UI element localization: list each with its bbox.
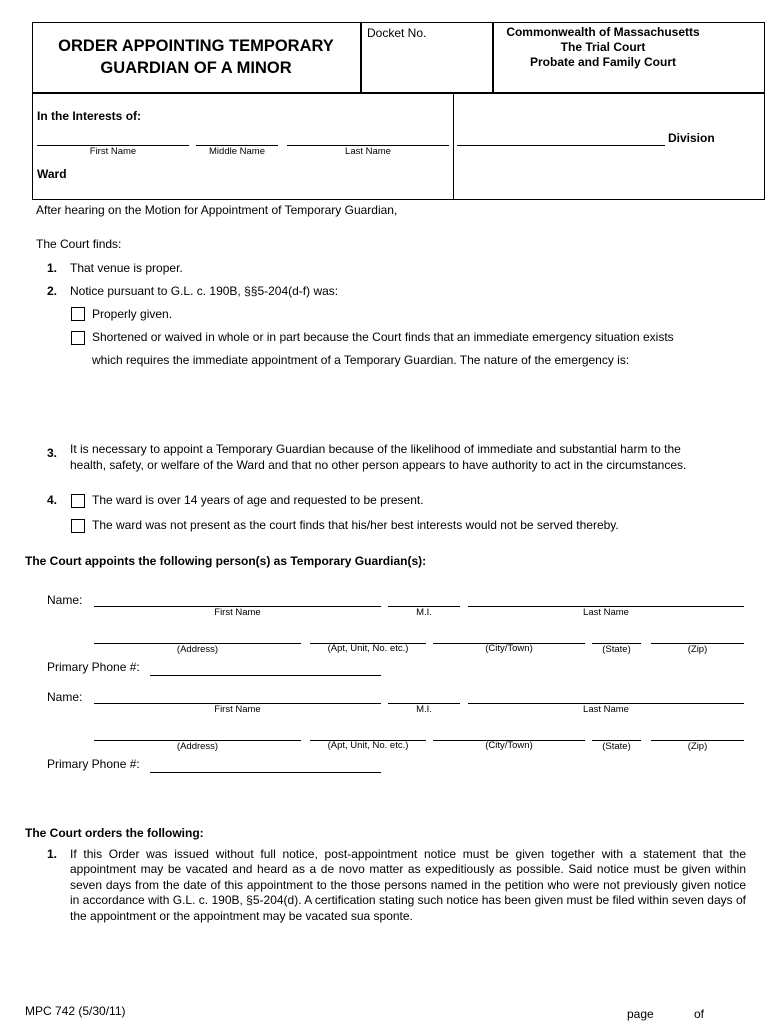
intro-text: After hearing on the Motion for Appointment of Temporary Guardian, bbox=[36, 203, 398, 217]
findings-heading: The Court finds: bbox=[36, 237, 122, 251]
guardian-1-phone-label: Primary Phone #: bbox=[47, 660, 140, 674]
shortened-waived-label-line1: Shortened or waived in whole or in part because the Court finds that an immediate emergency situation exists bbox=[92, 330, 674, 344]
ward-first-name-caption: First Name bbox=[89, 146, 137, 157]
finding-3-text-line1: It is necessary to appoint a Temporary Guardian because of the likelihood of immediate and substantial harm to the bbox=[70, 442, 681, 456]
form-title-line2: GUARDIAN OF A MINOR bbox=[100, 59, 292, 77]
guardian-2-address-caption: (Address) bbox=[176, 741, 219, 752]
court-name-line3: Probate and Family Court bbox=[529, 55, 677, 69]
finding-3-number: 3. bbox=[47, 446, 58, 460]
guardian-2-last-name-caption: Last Name bbox=[583, 704, 629, 715]
guardian-1-apt-caption: (Apt, Unit, No. etc.) bbox=[327, 643, 409, 654]
ward-not-present-label: The ward was not present as the court finds that his/her best interests would not be served thereby. bbox=[92, 518, 619, 532]
court-name-line2: The Trial Court bbox=[560, 40, 646, 54]
guardian-1-last-name-caption: Last Name bbox=[583, 607, 629, 618]
interests-label: In the Interests of: bbox=[37, 109, 142, 123]
finding-4-number: 4. bbox=[47, 493, 58, 507]
guardian-2-phone-line[interactable] bbox=[150, 772, 381, 773]
of-label: of bbox=[694, 1007, 705, 1021]
guardian-1-phone-line[interactable] bbox=[150, 675, 381, 676]
guardian-1-mi-caption: M.I. bbox=[416, 607, 432, 618]
guardian-1-name-label: Name: bbox=[47, 593, 83, 607]
guardian-1-first-name-caption: First Name bbox=[214, 607, 261, 618]
ward-last-name-caption: Last Name bbox=[345, 146, 391, 157]
page-label: page bbox=[627, 1007, 654, 1021]
guardian-2-name-label: Name: bbox=[47, 690, 83, 704]
court-name-line1: Commonwealth of Massachusetts bbox=[506, 25, 700, 39]
division-line[interactable] bbox=[457, 145, 665, 146]
guardian-1-address-caption: (Address) bbox=[176, 644, 219, 655]
finding-2-text: Notice pursuant to G.L. c. 190B, §§5-204(d-f) was: bbox=[70, 284, 339, 298]
finding-3-text-line2: health, safety, or welfare of the Ward and that no other person appears to have authority to act in the circumstances. bbox=[70, 458, 687, 472]
guardian-2-city-caption: (City/Town) bbox=[485, 740, 533, 751]
guardian-1-city-caption: (City/Town) bbox=[485, 643, 533, 654]
guardian-1-state-caption: (State) bbox=[602, 644, 631, 655]
appoints-heading: The Court appoints the following person(s) as Temporary Guardian(s): bbox=[25, 554, 427, 568]
guardian-2-first-name-caption: First Name bbox=[214, 704, 261, 715]
ward-middle-name-caption: Middle Name bbox=[209, 146, 265, 157]
guardian-1-zip-caption: (Zip) bbox=[687, 644, 708, 655]
division-label: Division bbox=[668, 131, 715, 145]
orders-heading: The Court orders the following: bbox=[25, 826, 204, 840]
guardian-2-apt-caption: (Apt, Unit, No. etc.) bbox=[327, 740, 409, 751]
form-id: MPC 742 (5/30/11) bbox=[25, 1004, 126, 1018]
properly-given-label: Properly given. bbox=[92, 307, 173, 321]
properly-given-checkbox[interactable] bbox=[71, 307, 85, 321]
ward-not-present-checkbox[interactable] bbox=[71, 519, 85, 533]
guardian-2-state-caption: (State) bbox=[602, 741, 631, 752]
title-box bbox=[32, 22, 362, 94]
ward-label: Ward bbox=[37, 167, 67, 181]
interests-divider bbox=[453, 93, 454, 199]
ward-over-14-label: The ward is over 14 years of age and requested to be present. bbox=[92, 493, 424, 507]
shortened-waived-label-line2: which requires the immediate appointment of a Temporary Guardian. The nature of the emergency is: bbox=[92, 353, 630, 367]
guardian-2-zip-caption: (Zip) bbox=[687, 741, 708, 752]
guardian-2-mi-caption: M.I. bbox=[416, 704, 432, 715]
guardian-2-phone-label: Primary Phone #: bbox=[47, 757, 140, 771]
docket-label: Docket No. bbox=[367, 26, 427, 40]
finding-1-number: 1. bbox=[47, 261, 58, 275]
finding-1-text: That venue is proper. bbox=[70, 261, 183, 275]
order-1-text: If this Order was issued without full notice, post-appointment notice must be given together with a statement that the appointment may be vacated and heard as a de novo matter as expeditiously as possible. Said notice must be given within seven days from the date of this appointment to the those persons named in the petition who were not previously given notice in accordance with G.L. c. 190B, §5-204(d). A certification stating such notice has been given must be filed within seven days of the appointment or the appointment may be vacated sua sponte. bbox=[70, 847, 746, 923]
form-title-line1: ORDER APPOINTING TEMPORARY bbox=[58, 37, 334, 55]
shortened-waived-checkbox[interactable] bbox=[71, 331, 85, 345]
order-1-number: 1. bbox=[47, 847, 58, 861]
ward-over-14-checkbox[interactable] bbox=[71, 494, 85, 508]
finding-2-number: 2. bbox=[47, 284, 58, 298]
